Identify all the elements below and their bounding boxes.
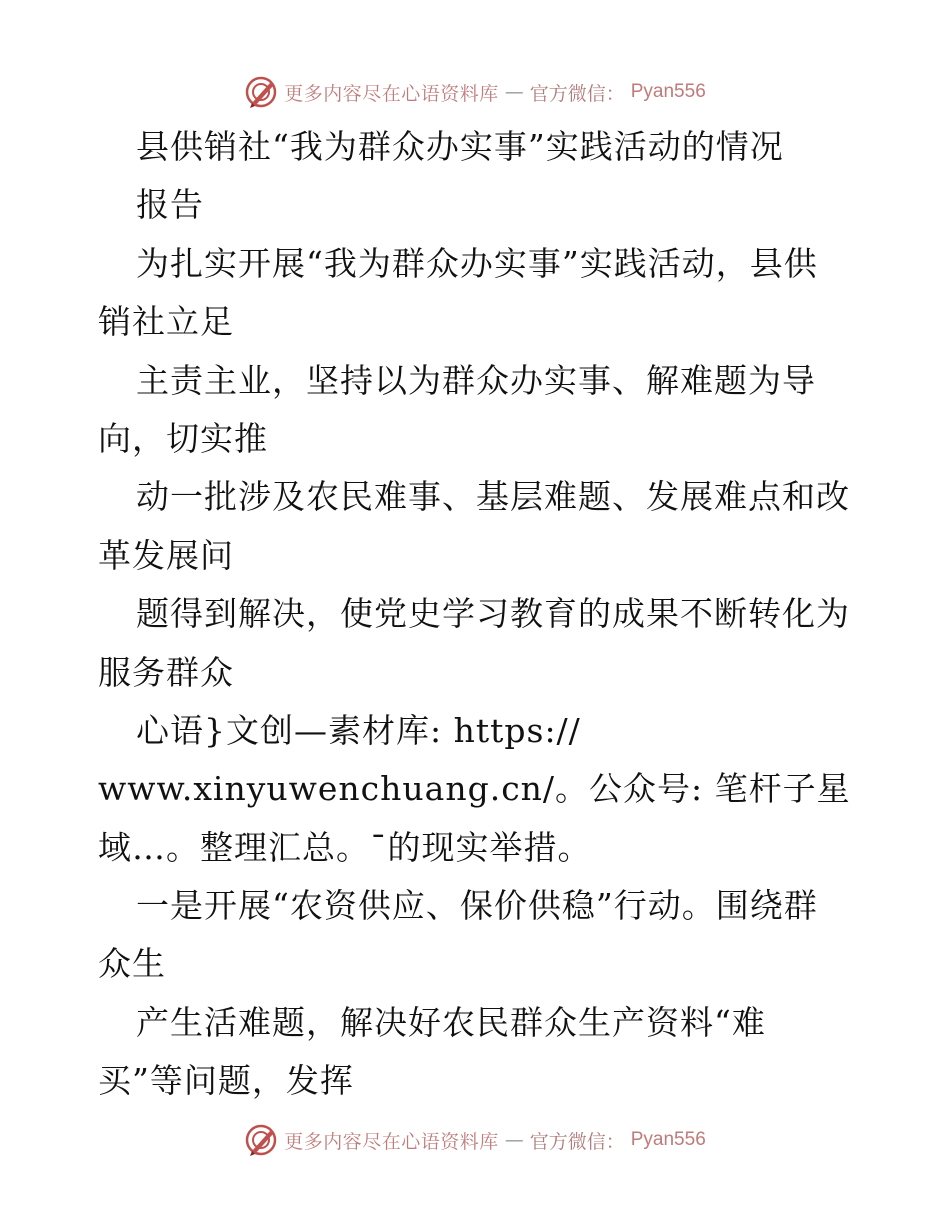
paragraph-line: 域…。整理汇总。¯的现实举措。: [98, 827, 592, 867]
paragraph-line: 向，切实推: [98, 418, 268, 458]
watermark-brand-text: 更多内容尽在心语资料库: [284, 1130, 499, 1153]
paragraph-line: www.xinyuwenchuang.cn/。公众号: 笔杆子星: [98, 769, 851, 809]
paragraph-line: 产生活难题，解决好农民群众生产资料“难: [136, 1002, 766, 1042]
paragraph-line: 为扎实开展“我为群众办实事”实践活动，县供: [136, 243, 818, 283]
pen-logo-icon: [244, 75, 278, 109]
paragraph-line: 买”等问题，发挥: [98, 1061, 354, 1101]
paragraph-line: 动一批涉及农民难事、基层难题、发展难点和改: [136, 477, 850, 517]
paragraph-line: 销社立足: [98, 302, 234, 342]
watermark-wechat-label: 官方微信：: [529, 1130, 625, 1153]
paragraph-line: 服务群众: [98, 652, 234, 692]
watermark-brand-text: 更多内容尽在心语资料库: [284, 82, 499, 105]
watermark-wechat-id: Pyan556: [630, 1129, 706, 1150]
document-title-line: 报告: [136, 185, 204, 225]
paragraph-line: 众生: [98, 944, 166, 984]
document-title-line: 县供销社“我为群众办实事”实践活动的情况: [136, 127, 784, 166]
watermark-wechat-id: Pyan556: [630, 81, 706, 102]
paragraph-line: 一是开展“农资供应、保价供稳”行动。围绕群: [136, 886, 818, 926]
document-body: [98, 118, 878, 1111]
paragraph-line: 心语}文创—素材库: https://: [136, 710, 581, 750]
paragraph-line: 革发展问: [98, 535, 234, 575]
watermark-wechat-label: 官方微信：: [529, 82, 625, 105]
watermark-separator: —: [504, 1129, 524, 1151]
watermark-footer: [0, 1118, 950, 1162]
pen-logo-icon: [244, 1123, 278, 1157]
paragraph-line: 主责主业，坚持以为群众办实事、解难题为导: [136, 360, 816, 400]
paragraph-line: 题得到解决，使党史学习教育的成果不断转化为: [136, 594, 850, 634]
watermark-separator: —: [504, 81, 524, 103]
watermark-header: [0, 70, 950, 114]
